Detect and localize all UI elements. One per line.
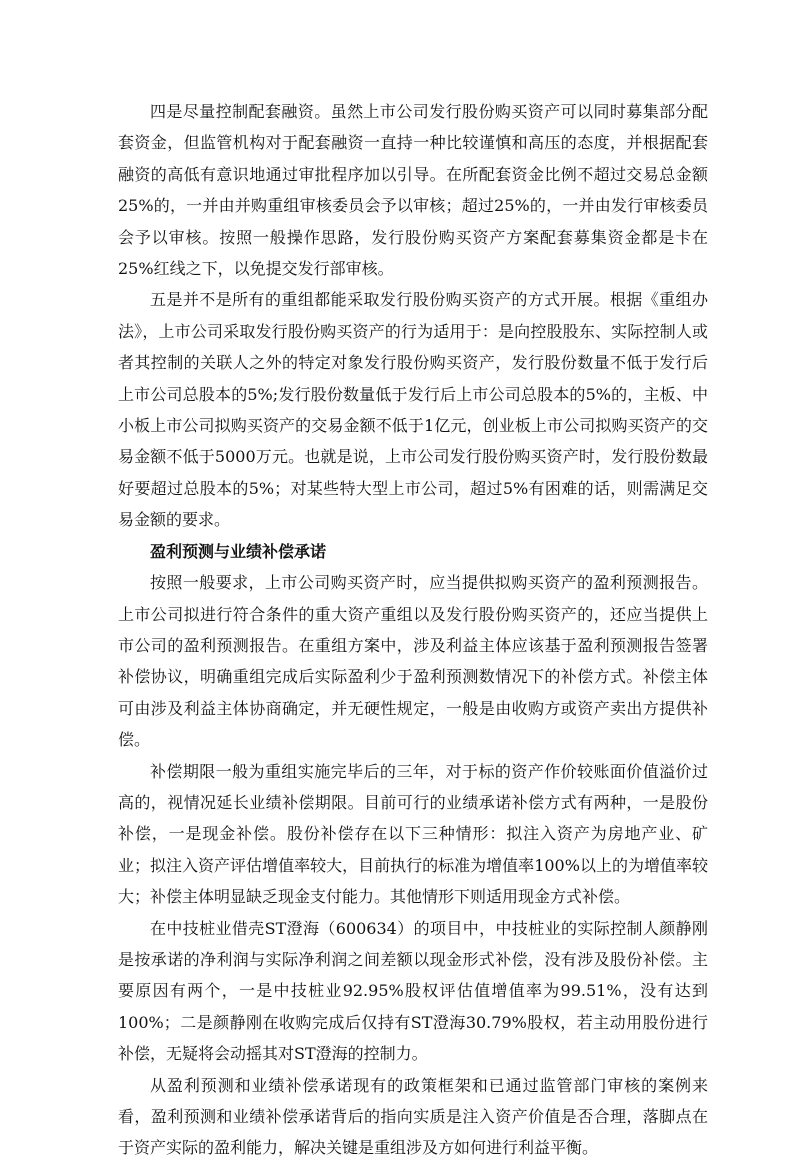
paragraph-conclusion: 从盈利预测和业绩补偿承诺现有的政策框架和已通过监管部门审核的案例来看，盈利预测和业绩补偿承诺背后的指向实质是注入资产价值是否合理，落脚点在于资产实际的盈利能力，解决关键是重组涉及方如何进行利益平衡。	[118, 1075, 708, 1158]
section-heading: 盈利预测与业绩补偿承诺	[150, 541, 327, 561]
paragraph-5-share-issuance-conditions: 五是并不是所有的重组都能采取发行股份购买资产的方式开展。根据《重组办法》，上市公司采取发行股份购买资产的行为适用于：是向控股股东、实际控制人或者其控制的关联人之外的特定对象发行股份购买资产，发行股份数量不低于发行后上市公司总股本的5%;发行股份数量低于发行后上市公司总股本的5%的，主板、中小板上市公司拟购买资产的交易金额不低于1亿元，创业板上市公司拟购买资产的交易金额不低于5000万元。也就是说，上市公司发行股份购买资产时，发行股份数最好要超过总股本的5%；对某些特大型上市公司，超过5%有困难的话，则需满足交易金额的要求。	[118, 290, 708, 530]
paragraph-4-financing-control: 四是尽量控制配套融资。虽然上市公司发行股份购买资产可以同时募集部分配套资金，但监管机构对于配套融资一直持一种比较谨慎和高压的态度，并根据配套融资的高低有意识地通过审批程序加以引导。在所配套资金比例不超过交易总金额25%的，一并由并购重组审核委员会予以审核；超过25%的，一并由发行审核委员会予以审核。按照一般操作思路，发行股份购买资产方案配套募集资金都是卡在25%红线之下，以免提交发行部审核。	[118, 102, 708, 279]
paragraph-profit-forecast: 按照一般要求，上市公司购买资产时，应当提供拟购买资产的盈利预测报告。上市公司拟进行符合条件的重大资产重组以及发行股份购买资产的，还应当提供上市公司的盈利预测报告。在重组方案中，涉及利益主体应该基于盈利预测报告签署补偿协议，明确重组完成后实际盈利少于盈利预测数情况下的补偿方式。补偿主体可由涉及利益主体协商确定，并无硬性规定，一般是由收购方或资产卖出方提供补偿。	[118, 573, 708, 750]
paragraph-case-study: 在中技桩业借壳ST澄海（600634）的项目中，中技桩业的实际控制人颜静刚是按承诺的净利润与实际净利润之间差额以现金形式补偿，没有涉及股份补偿。主要原因有两个，一是中技桩业92.95%股权评估值增值率为99.51%，没有达到100%；二是颜静刚在收购完成后仅持有ST澄海30.79%股权，若主动用股份进行补偿，无疑将会动摇其对ST澄海的控制力。	[118, 918, 708, 1064]
paragraph-compensation-period: 补偿期限一般为重组实施完毕后的三年，对于标的资产作价较账面价值溢价过高的，视情况延长业绩补偿期限。目前可行的业绩承诺补偿方式有两种，一是股份补偿，一是现金补偿。股份补偿存在以下三种情形：拟注入资产为房地产业、矿业；拟注入资产评估增值率较大，目前执行的标准为增值率100%以上的为增值率较大；补偿主体明显缺乏现金支付能力。其他情形下则适用现金方式补偿。	[118, 761, 708, 907]
document-page	[118, 96, 708, 1164]
